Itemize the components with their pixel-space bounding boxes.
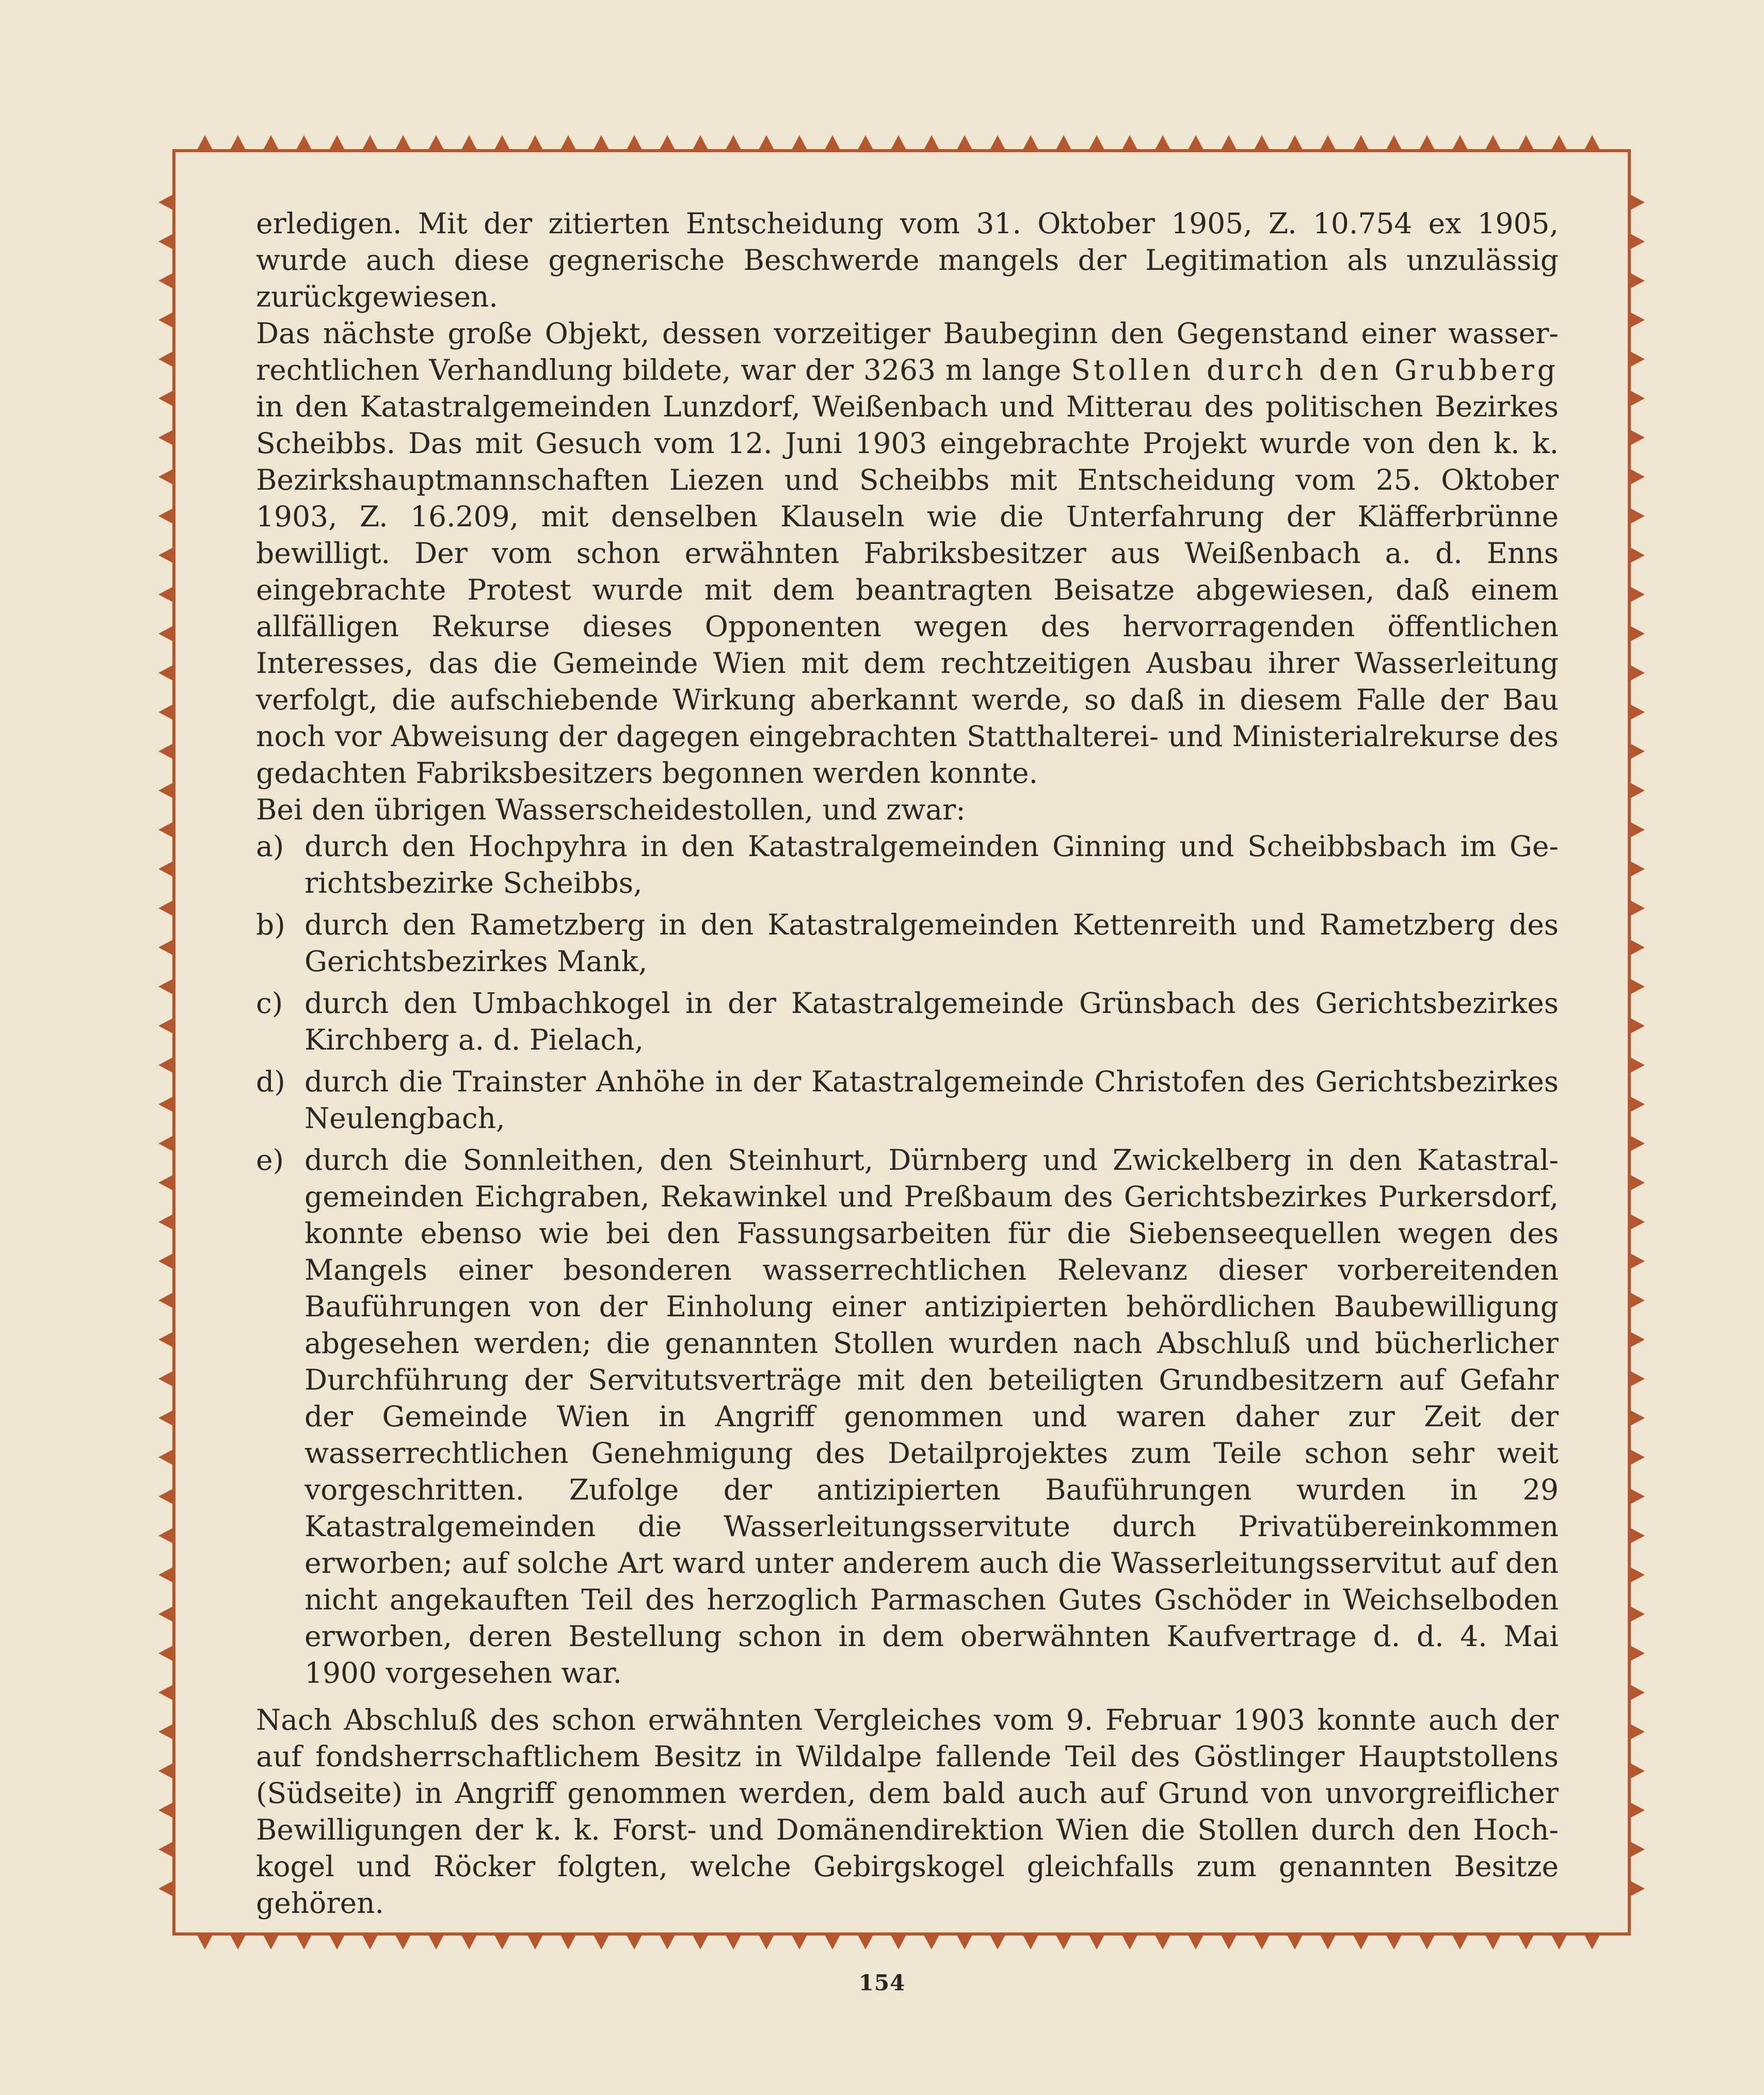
border-triangle [395, 1934, 411, 1949]
border-triangle [1121, 135, 1138, 151]
border-triangle [158, 939, 174, 956]
stollen-list [256, 828, 1559, 1691]
border-triangle [428, 1934, 444, 1949]
border-triangle [1584, 135, 1600, 151]
border-triangle [989, 1934, 1006, 1949]
border-triangle [1221, 1934, 1237, 1949]
border-triangle [692, 1934, 709, 1949]
border-triangle [1629, 390, 1645, 407]
border-triangle [428, 135, 444, 151]
border-triangle [923, 1934, 940, 1949]
border-triangle [1629, 1214, 1645, 1230]
border-triangle [692, 135, 709, 151]
border-triangle [1629, 1763, 1645, 1779]
border-triangle [158, 978, 174, 995]
border-triangle [197, 135, 213, 151]
border-triangle [1629, 1449, 1645, 1465]
border-triangle [1629, 312, 1645, 328]
emphasis-stollen-grubberg: Stollen durch den Grubberg [1071, 353, 1559, 386]
border-triangle [1629, 743, 1645, 760]
border-triangle [1629, 1135, 1645, 1152]
border-triangle [158, 1292, 174, 1309]
border-triangle [956, 1934, 973, 1949]
border-triangle [158, 1880, 174, 1897]
border-triangle [158, 665, 174, 681]
border-triangle [494, 135, 510, 151]
border-triangle [1629, 704, 1645, 720]
border-triangle [1629, 233, 1645, 250]
border-triangle [1629, 469, 1645, 485]
border-triangle [158, 1331, 174, 1348]
border-triangle [1629, 272, 1645, 289]
border-triangle [158, 1763, 174, 1779]
border-triangle [1353, 135, 1369, 151]
border-triangle [1584, 1934, 1600, 1949]
border-triangle [626, 135, 643, 151]
border-triangle [230, 135, 246, 151]
border-triangle [158, 743, 174, 760]
border-triangle [263, 1934, 279, 1949]
border-triangle [230, 1934, 246, 1949]
border-triangle [1221, 135, 1237, 151]
border-triangle [1022, 1934, 1039, 1949]
border-triangle [1629, 429, 1645, 446]
paragraph-grubberg-part-1: Das nächste große Objekt, dessen vorzeitiger Baubeginn den Gegenstand einer wasserrechtlichen Verhandlung bildete, war der 3263 m lange [256, 317, 1559, 386]
border-triangle [1188, 135, 1204, 151]
border-triangle [158, 1174, 174, 1191]
border-triangle [296, 1934, 312, 1949]
border-triangle [824, 135, 841, 151]
border-triangle [725, 1934, 742, 1949]
border-triangle [1629, 1371, 1645, 1387]
border-triangle [1629, 665, 1645, 681]
border-triangle [1154, 135, 1171, 151]
border-triangle [158, 861, 174, 877]
border-triangle [1629, 978, 1645, 995]
border-triangle [158, 1527, 174, 1544]
border-triangle [158, 586, 174, 603]
border-triangle [1629, 1331, 1645, 1348]
border-triangle [197, 1934, 213, 1949]
border-triangle [758, 135, 775, 151]
border-triangle [1629, 1057, 1645, 1073]
border-triangle [1485, 1934, 1501, 1949]
border-triangle [1629, 1606, 1645, 1622]
paragraph-grubberg [256, 315, 1559, 792]
border-triangle [1629, 1802, 1645, 1818]
border-triangle [659, 135, 676, 151]
list-item-text: durch die Sonnleithen, den Steinhurt, Dürnberg und Zwickelberg in den Katastralgemeinden Eichgraben, Rekawinkel und Preßbaum des Gerichtsbezirkes Purkersdorf, konnte ebenso wie bei den Fassungsarbeiten für die Siebenseequellen wegen des Mangels einer besonderen wasserrechtlichen Relevanz dieser vorbereitenden Bauführungen von der Einholung einer antizipierten behördlichen Baubewilligung abgesehen werden; die genannten Stollen wurden nach Abschluß und bücherlicher Durchführung der Servitutsverträge mit den beteiligten Grundbesitzern auf Gefahr der Gemeinde Wien in Angriff genommen und waren daher zur Zeit der wasserrechtlichen Genehmigung des Detailprojektes zum Teile schon sehr weit vorgeschritten. Zufolge der antizipierten Bauführungen wurden in 29 Katastralgemeinden die Wasserleitungsservitute durch Privatübereinkommen erworben; auf solche Art ward unter anderem auch die Wasserleitungsservitut auf den nicht angekauften Teil des herzoglich Parmaschen Gutes Gschöder in Weichselboden erworben, deren Bestellung schon in dem oberwähnten Kaufvertrage d. d. 4. Mai 1900 vorgesehen war. [304, 1143, 1559, 1689]
border-triangle [158, 272, 174, 289]
border-triangle [1518, 1934, 1534, 1949]
paragraph-continuation: erledigen. Mit der zitierten Entscheidung vom 31. Oktober 1905, Z. 10.754 ex 1905, wurde auch diese gegnerische Beschwerde mangels der Legitimation als unzulässig zurückgewiesen. [256, 207, 1559, 313]
border-triangle [1419, 1934, 1435, 1949]
border-triangle [1154, 1934, 1171, 1949]
page-number: 154 [858, 1970, 906, 1995]
border-triangle [1629, 821, 1645, 838]
border-triangle [1551, 135, 1567, 151]
border-triangle [1055, 135, 1072, 151]
border-triangle [1629, 1292, 1645, 1309]
border-triangle [158, 469, 174, 485]
border-triangle [158, 1057, 174, 1073]
list-item-text: durch den Umbachkogel in der Katastralgemeinde Grünsbach des Gerichtsbezirkes Kirchberg a. d. Pielach, [304, 987, 1559, 1056]
border-triangle [461, 1934, 477, 1949]
border-triangle [956, 135, 973, 151]
border-triangle [1629, 625, 1645, 642]
border-triangle [1121, 1934, 1138, 1949]
list-item [256, 1142, 1559, 1691]
border-triangle [659, 1934, 676, 1949]
border-triangle [158, 1096, 174, 1113]
border-triangle [158, 1410, 174, 1426]
border-triangle [527, 1934, 543, 1949]
list-item-text: durch den Hochpyhra in den Katastralgemeinden Ginning und Scheibbsbach im Gerichtsbezirke Scheibbs, [304, 830, 1559, 899]
border-triangle [158, 508, 174, 524]
border-triangle [158, 1645, 174, 1662]
border-triangle [923, 135, 940, 151]
border-triangle [593, 135, 610, 151]
border-triangle [158, 1018, 174, 1034]
border-triangle [158, 1606, 174, 1622]
border-triangle [1022, 135, 1039, 151]
border-triangle [1629, 900, 1645, 916]
border-triangle [857, 135, 874, 151]
border-triangle [158, 429, 174, 446]
border-triangle [158, 1488, 174, 1505]
border-triangle [791, 135, 808, 151]
border-triangle [560, 1934, 576, 1949]
border-triangle [1485, 135, 1501, 151]
border-triangle [158, 390, 174, 407]
border-triangle [824, 1934, 841, 1949]
border-triangle [1629, 1253, 1645, 1269]
border-triangle [158, 1214, 174, 1230]
border-triangle [1055, 1934, 1072, 1949]
border-triangle [158, 312, 174, 328]
border-triangle [1629, 1488, 1645, 1505]
border-triangle [296, 135, 312, 151]
main-text [256, 205, 1559, 1922]
border-bottom-triangles [197, 1934, 1600, 1949]
border-triangle [725, 135, 742, 151]
border-triangle [158, 1841, 174, 1858]
border-triangle [1629, 1645, 1645, 1662]
border-triangle [158, 1449, 174, 1465]
border-triangle [791, 1934, 808, 1949]
border-triangle [494, 1934, 510, 1949]
paragraph-list-intro: Bei den übrigen Wasserscheidestollen, und zwar: [256, 793, 966, 826]
border-triangle [158, 821, 174, 838]
border-triangle [1629, 782, 1645, 799]
border-triangle [1629, 1410, 1645, 1426]
border-triangle [1419, 135, 1435, 151]
list-item-text: durch den Rametzberg in den Katastralgemeinden Kettenreith und Rametzberg des Gerichtsbezirkes Mank, [304, 908, 1559, 978]
border-triangle [1629, 939, 1645, 956]
border-triangle [461, 135, 477, 151]
border-triangle [1254, 135, 1270, 151]
border-triangle [1629, 1841, 1645, 1858]
list-item [256, 907, 1559, 980]
border-triangle [560, 135, 576, 151]
border-triangle [890, 1934, 907, 1949]
border-triangle [1088, 1934, 1105, 1949]
border-triangle [1088, 135, 1105, 151]
border-triangle [362, 135, 378, 151]
border-triangle [158, 547, 174, 563]
border-left-triangles [158, 194, 174, 1897]
list-item [256, 828, 1559, 901]
list-marker: b) [256, 908, 285, 941]
border-triangle [1629, 586, 1645, 603]
border-triangle [1629, 861, 1645, 877]
paragraph-grubberg-part-2: in den Katastralgemeinden Lunzdorf, Weißenbach und Mitterau des politischen Bezirkes Scheibbs. Das mit Gesuch vom 12. Juni 1903 eingebrachte Projekt wurde von den k. k. Bezirkshauptmannschaften Liezen und Scheibbs mit Entscheidung vom 25. Oktober 1903, Z. 16.209, mit denselben Klauseln wie die Unterfahrung der Kläfferbrünne bewilligt. Der vom schon erwähnten Fabriksbesitzer aus Weißenbach a. d. Enns eingebrachte Protest wurde mit dem beantragten Beisatze abgewiesen, daß einem allfälligen Rekurse dieses Opponenten wegen des hervorragenden öffentlichen Interesses, das die Gemeinde Wien mit dem rechtzeitigen Ausbau ihrer Wasserleitung verfolgt, die aufschiebende Wirkung aberkannt werde, so daß in diesem Falle der Bau noch vor Abweisung der dagegen eingebrachten Statthalterei- und Ministerialrekurse des gedachten Fabriksbesitzers begonnen werden konnte. [256, 390, 1559, 789]
list-marker: a) [256, 830, 284, 863]
border-triangle [1353, 1934, 1369, 1949]
border-triangle [890, 135, 907, 151]
border-triangle [263, 135, 279, 151]
border-triangle [1629, 1018, 1645, 1034]
border-triangle [395, 135, 411, 151]
border-triangle [1518, 135, 1534, 151]
border-triangle [1452, 135, 1468, 151]
border-triangle [329, 1934, 345, 1949]
border-triangle [1629, 1880, 1645, 1897]
border-top-triangles [197, 135, 1600, 151]
border-triangle [593, 1934, 610, 1949]
border-triangle [1386, 1934, 1402, 1949]
border-triangle [158, 782, 174, 799]
border-triangle [158, 1135, 174, 1152]
list-item [256, 1063, 1559, 1137]
border-triangle [1320, 135, 1336, 151]
border-right-triangles [1629, 194, 1645, 1897]
border-triangle [1287, 135, 1303, 151]
border-triangle [158, 351, 174, 367]
border-triangle [1551, 1934, 1567, 1949]
border-triangle [1188, 1934, 1204, 1949]
list-item [256, 985, 1559, 1058]
border-triangle [158, 233, 174, 250]
border-triangle [158, 1723, 174, 1740]
border-triangle [1452, 1934, 1468, 1949]
border-triangle [1629, 1527, 1645, 1544]
border-triangle [1629, 1567, 1645, 1583]
border-triangle [158, 625, 174, 642]
border-triangle [1629, 547, 1645, 563]
border-triangle [1629, 508, 1645, 524]
border-triangle [1287, 1934, 1303, 1949]
border-triangle [758, 1934, 775, 1949]
border-triangle [1629, 1723, 1645, 1740]
border-triangle [158, 194, 174, 211]
border-triangle [158, 1371, 174, 1387]
border-triangle [527, 135, 543, 151]
border-triangle [1386, 135, 1402, 151]
border-triangle [158, 1567, 174, 1583]
list-item-text: durch die Trainster Anhöhe in der Katastralgemeinde Christofen des Gerichtsbezirkes Neulengbach, [304, 1065, 1559, 1135]
border-triangle [158, 1253, 174, 1269]
border-triangle [1629, 1684, 1645, 1701]
border-triangle [158, 1802, 174, 1818]
border-triangle [989, 135, 1006, 151]
border-triangle [329, 135, 345, 151]
border-triangle [626, 1934, 643, 1949]
border-triangle [1629, 194, 1645, 211]
list-marker: d) [256, 1065, 285, 1098]
list-marker: e) [256, 1143, 284, 1177]
border-triangle [362, 1934, 378, 1949]
border-triangle [1254, 1934, 1270, 1949]
list-marker: c) [256, 987, 283, 1020]
border-triangle [158, 1684, 174, 1701]
border-triangle [158, 704, 174, 720]
border-triangle [158, 900, 174, 916]
border-triangle [1629, 1174, 1645, 1191]
paragraph-closing: Nach Abschluß des schon erwähnten Vergleiches vom 9. Februar 1903 konnte auch der auf fondsherrschaftlichem Besitz in Wildalpe fallende Teil des Göstlinger Hauptstollens (Südseite) in Angriff genommen werden, dem bald auch auf Grund von unvorgreiflicher Bewilligungen der k. k. Forst- und Domänendirektion Wien die Stollen durch den Hochkogel und Röcker folgten, welche Gebirgskogel gleichfalls zum genannten Besitze gehören. [256, 1703, 1559, 1920]
border-triangle [857, 1934, 874, 1949]
border-triangle [1320, 1934, 1336, 1949]
border-triangle [1629, 351, 1645, 367]
border-triangle [1629, 1096, 1645, 1113]
